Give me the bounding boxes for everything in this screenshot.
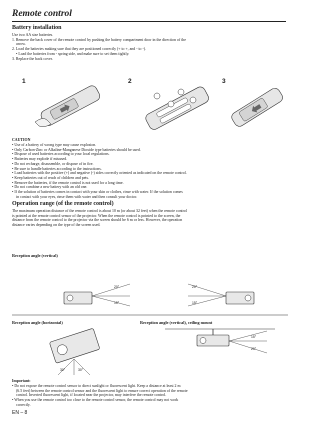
reception-vertical-diagram [12,260,288,316]
angle-down-label: 15° [114,301,120,305]
caution-item: • Use of a battery of wrong type may cause explosion. [12,143,97,147]
angle-down-label: 15° [192,301,198,305]
caution-item: • Keep batteries out of reach of children and pets. [12,175,89,180]
angle-up-label: 20° [114,285,120,289]
caution-list [12,143,288,199]
battery-line: Use two AA size batteries. [12,33,54,37]
angle-side-label: 30° [78,368,84,372]
battery-heading: Battery installation [12,25,62,31]
caution-item: • If the solution of batteries comes in contact with your skin or clothes, rinse with water. If the solution comes [12,190,183,195]
page-number: EN – 8 [12,410,28,416]
operation-heading: Operation range (of the remote control) [12,201,114,207]
step-number-1: 1 [22,78,26,85]
step-number-2: 2 [128,78,132,85]
important-item: correctly. [16,402,31,407]
caution-item: • Only Carbon-Zinc or Alkaline-Manganese Dioxide type batteries should be used. [12,147,141,152]
reception-ceiling-caption: Reception angle (vertical), ceiling mount [140,320,213,325]
important-item: control. Inverted fluorescent light, if located near the projector, may interfere the remote control. [16,393,167,398]
angle-down-label: 15° [251,335,257,339]
remote-close-cover-illustration [225,82,290,134]
important-item: (6.5 feet) between the remote control sensor and the fluorescent light to ensure correct operation of the remote [16,388,188,393]
battery-line: 1. Remove the back cover of the remote control by pushing the battery compartment door in the direction of the [12,37,186,42]
caution-item: • Be sure to handle batteries according to the instructions. [12,166,102,171]
battery-instructions [12,33,288,61]
battery-line: • Load the batteries from - spring side, and make sure to set them tightly. [16,51,130,56]
remote-open-cover-illustration [30,82,110,132]
operation-line: is pointed at the remote control sensor of the projector. When the remote control is pointed to the screen, the [12,213,181,218]
caution-item: • Remove the batteries, if the remote control is not used for a long time. [12,180,124,185]
battery-load-illustration [135,82,220,134]
page-title: Remote control [12,9,72,19]
operation-line: distance varies depending on the type of the screen used. [12,223,101,228]
reception-horizontal-caption: Reception angle (horizontal) [12,320,63,325]
important-item: • Do not expose the remote control sensor to direct sunlight or fluorescent light. Keep a distance at least 2 m [12,384,181,388]
reception-vertical-caption: Reception angle (vertical) [12,253,58,258]
battery-line: 3. Replace the back cover. [12,56,53,61]
angle-up-label: 20° [192,285,198,289]
important-item: • When you use the remote control too close to the remote control sensor, the remote control may not work [12,398,179,403]
reception-horizontal-diagram [14,327,134,377]
operation-text [12,209,288,228]
important-list [12,384,288,408]
reception-ceiling-diagram [155,327,285,377]
caution-item: • Dispose of used batteries according to your local regulations. [12,152,110,157]
operation-line: The maximum operation distance of the remote control is about 10 m (or about 32 feet) when the remote control [12,209,187,213]
caution-heading: CAUTION [12,138,31,142]
angle-side-label: 30° [60,368,66,372]
caution-item: • Do not recharge, disassemble, or dispose of in fire. [12,161,94,166]
battery-line: 2. Load the batteries making sure that they are positioned correctly (+ to +, and - to -). [12,47,147,52]
caution-item: in contact with your eyes, rinse them with water and then consult your doctor. [16,194,138,199]
important-heading: Important: [12,379,31,383]
caution-item: • Do not combine a new battery with an old one. [12,185,88,190]
caution-item: • Load batteries with the positive (+) and negative (-) sides correctly oriented as indicated on the remote control. [12,171,187,176]
title-rule [12,21,286,22]
step-number-3: 3 [222,78,226,85]
angle-up-label: 20° [251,347,257,351]
caution-item: • Batteries may explode if misused. [12,157,68,162]
operation-line: distance from the remote control to the projector via the screen should be 6 m or less. However, the operation [12,218,183,223]
battery-line: arrow. [16,42,26,47]
